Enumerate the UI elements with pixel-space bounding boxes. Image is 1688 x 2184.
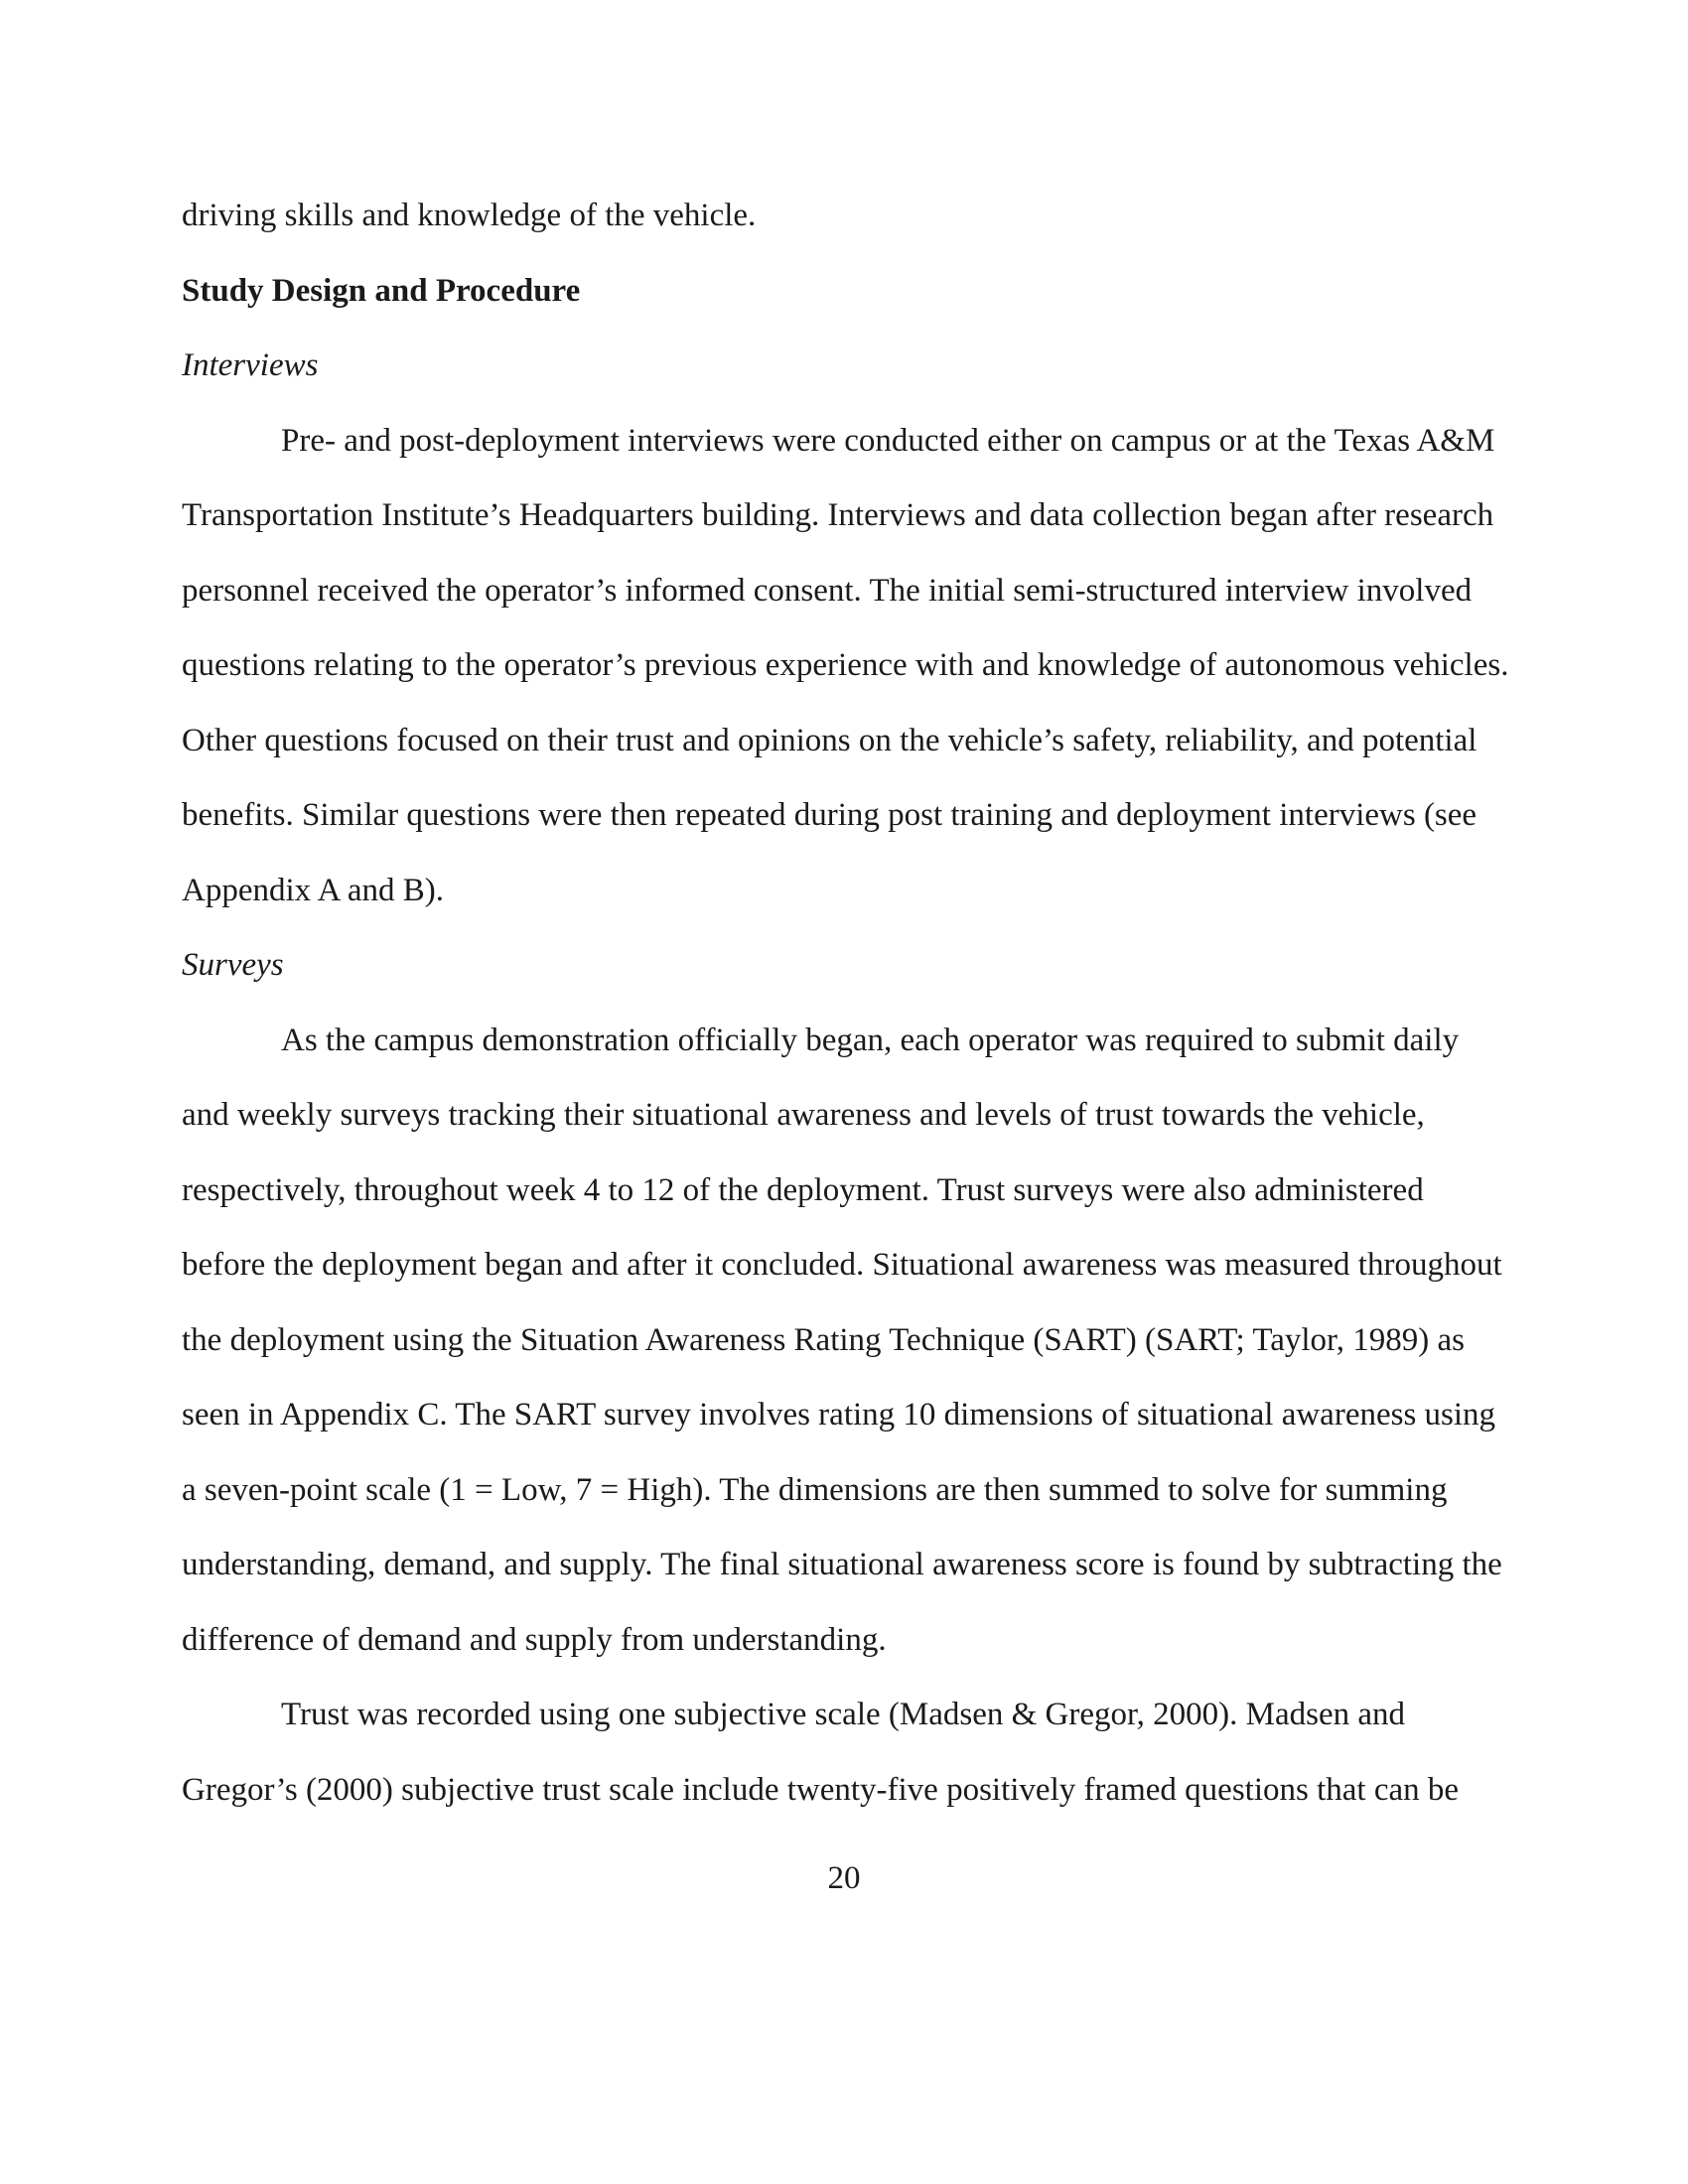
subsection-title-surveys: Surveys [182, 947, 284, 983]
paragraph-interviews: Pre- and post-deployment interviews were conducted either on campus or at the Texas A&M Transportation Institute’s Headquarters building. Interviews and data collection began after research personnel received the operator’s informed consent. The initial semi-structured interview involved questions relating to the operator’s previous experience with and knowledge of autonomous vehicles. Other questions focused on their trust and opinions on the vehicle’s safety, reliability, and potential benefits. Similar questions were then repeated during post training and deployment interviews (see Appendix A and B). [182, 422, 1509, 908]
page-body [182, 179, 1512, 1828]
section-heading: Study Design and Procedure [182, 272, 581, 309]
paragraph-trust: Trust was recorded using one subjective scale (Madsen & Gregor, 2000). Madsen and Gregor’s (2000) subjective trust scale include twenty-five positively framed questions that can be [182, 1697, 1460, 1808]
subsection-title-interviews: Interviews [182, 347, 319, 383]
paragraph-surveys: As the campus demonstration officially began, each operator was required to submit daily and weekly surveys tracking their situational awareness and levels of trust towards the vehicle, respectively, throughout week 4 to 12 of the deployment. Trust surveys were also administered before the deployment began and after it concluded. Situational awareness was measured throughout the deployment using the Situation Awareness Rating Technique (SART) (SART; Taylor, 1989) as seen in Appendix C. The SART survey involves rating 10 dimensions of situational awareness using a seven-point scale (1 = Low, 7 = High). The dimensions are then summed to solve for summing understanding, demand, and supply. The final situational awareness score is found by subtracting the difference of demand and supply from understanding. [182, 1022, 1502, 1658]
page-number: 20 [827, 1860, 861, 1896]
continuation-text: driving skills and knowledge of the vehicle. [182, 198, 757, 233]
